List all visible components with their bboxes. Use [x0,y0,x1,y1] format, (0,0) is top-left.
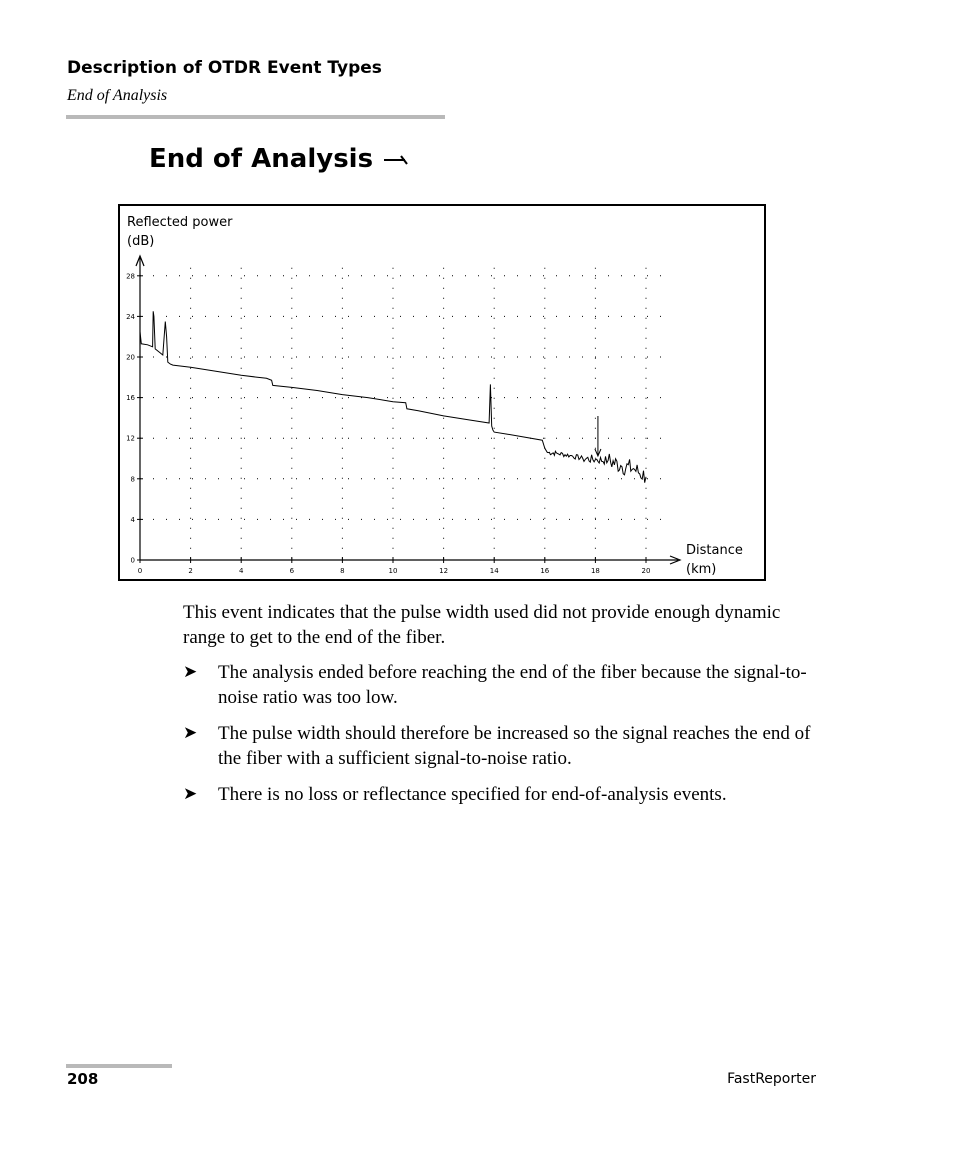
y-tick-label: 28 [126,272,135,281]
x-tick-label: 8 [340,567,345,575]
bullet-arrow-icon: ➤ [183,784,198,804]
x-tick-label: 18 [590,567,600,575]
footer-product-name: FastReporter [727,1071,816,1087]
end-of-analysis-icon [383,144,411,174]
y-tick-label: 24 [126,312,135,321]
bullet-item [183,721,813,771]
x-axis-label-line1: Distance [686,543,743,558]
x-tick-label: 14 [489,567,499,575]
bullet-item [183,782,813,807]
bullet-arrow-icon: ➤ [183,723,198,743]
otdr-trace-line [140,311,646,482]
running-header-subtitle: End of Analysis [67,87,168,104]
otdr-chart [118,204,766,581]
x-tick-label: 20 [641,567,651,575]
y-tick-label: 16 [126,394,135,403]
x-tick-label: 10 [388,567,398,575]
y-tick-label: 8 [130,475,135,484]
bullet-item [183,660,813,710]
y-axis-label-line1: Reflected power [127,215,233,230]
y-tick-label: 12 [126,434,135,443]
header-rule [66,115,445,119]
x-axis-label-line2: (km) [686,562,717,577]
bullet-list [183,660,813,818]
otdr-trace-svg [120,206,764,579]
section-title [149,144,411,174]
y-axis-label-line2: (dB) [127,234,155,249]
y-tick-label: 4 [130,515,135,524]
bullet-arrow-icon: ➤ [183,662,198,682]
x-tick-label: 4 [238,567,244,575]
bullet-text: The pulse width should therefore be increased so the signal reaches the end of the fiber with a sufficient signal-to-noise ratio. [218,723,811,769]
footer-rule [66,1064,172,1068]
x-tick-label: 12 [439,567,449,575]
y-tick-label: 20 [126,353,135,362]
x-tick-label: 0 [137,567,143,575]
running-header-title: Description of OTDR Event Types [67,58,382,78]
section-title-text: End of Analysis [149,144,374,174]
y-tick-label: 0 [130,556,135,565]
description-paragraph: This event indicates that the pulse width used did not provide enough dynamic range to get to the end of the fiber. [183,602,781,648]
x-tick-label: 16 [540,567,550,575]
x-tick-label: 6 [289,567,295,575]
page-number: 208 [67,1070,99,1088]
bullet-text: The analysis ended before reaching the end of the fiber because the signal-to-noise ratio was too low. [218,662,807,708]
x-tick-label: 2 [188,567,193,575]
bullet-text: There is no loss or reflectance specified for end-of-analysis events. [218,784,727,805]
